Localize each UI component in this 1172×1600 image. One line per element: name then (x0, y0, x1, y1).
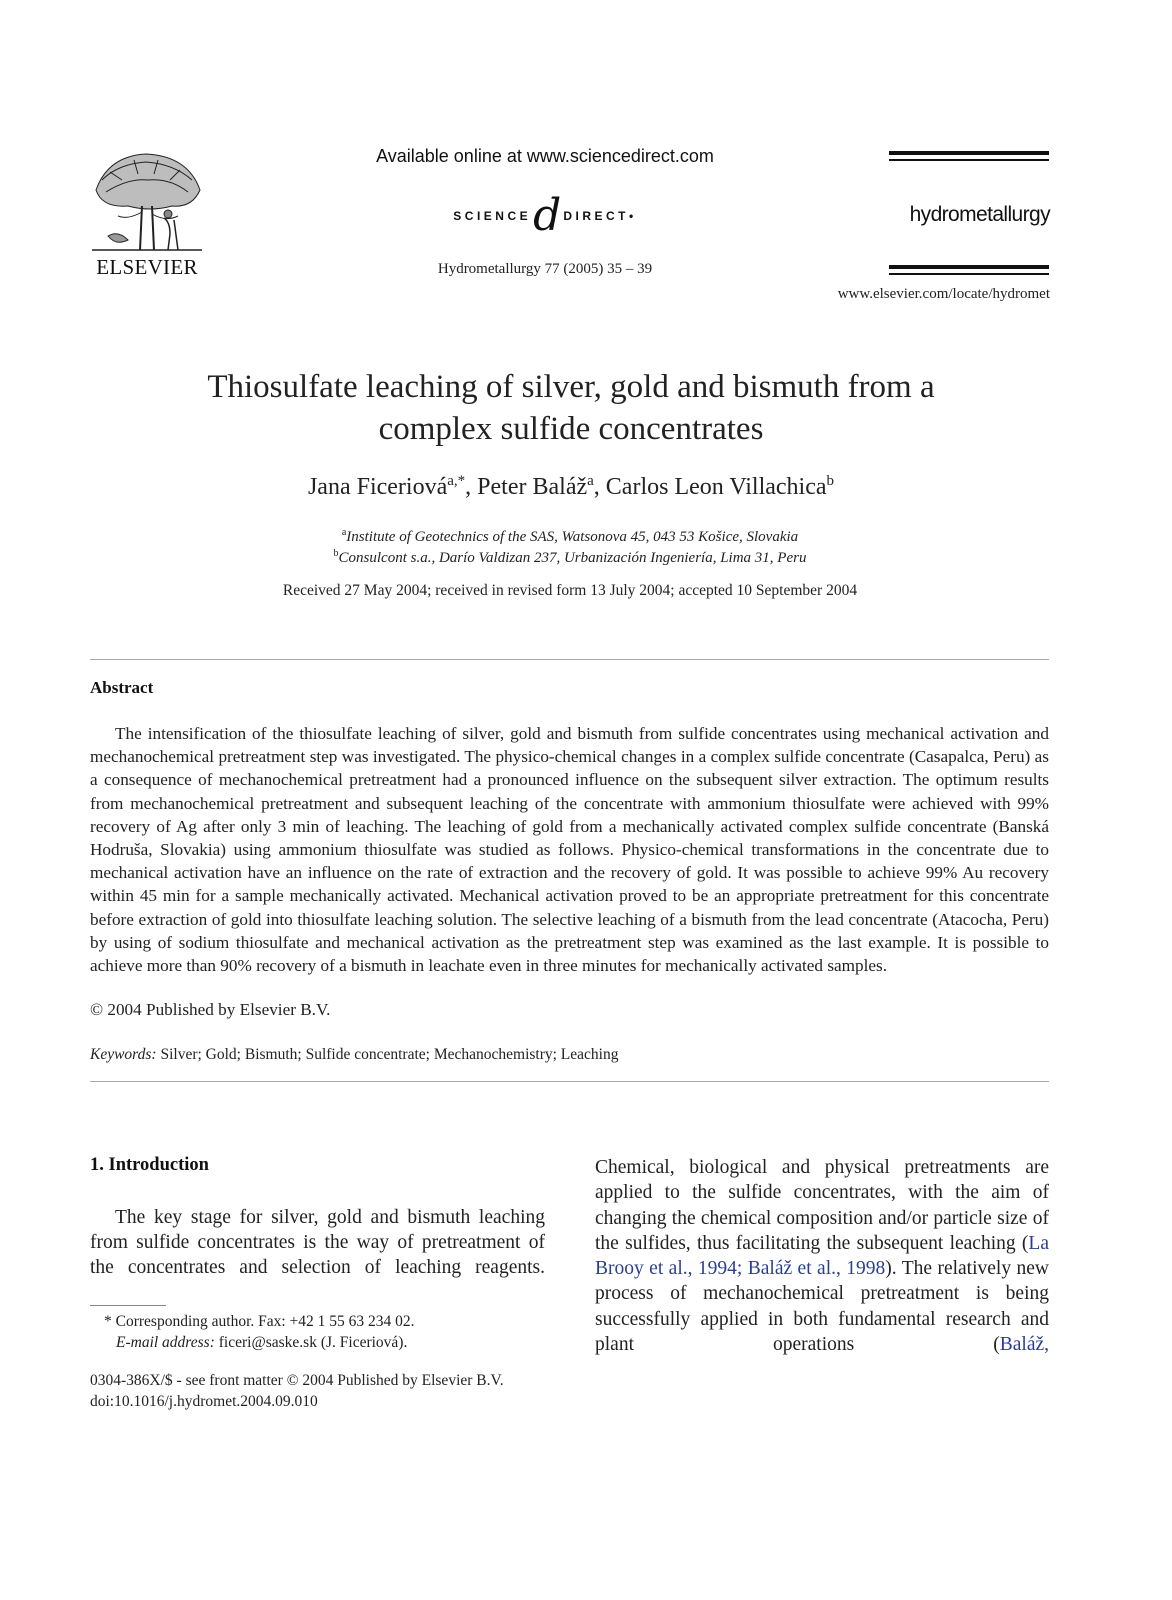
affiliation-b-sup: b (333, 548, 339, 559)
citation-link-2[interactable]: Baláž, (999, 1334, 1049, 1356)
publisher-name: ELSEVIER (96, 255, 198, 279)
journal-rule-top (889, 151, 1049, 163)
keywords-text: Silver; Gold; Bismuth; Sulfide concentrate; Mechanochemistry; Leaching (160, 1046, 619, 1063)
abstract-copyright: © 2004 Published by Elsevier B.V. (90, 1000, 331, 1019)
issn-line: 0304-386X/$ - see front matter © 2004 Published by Elsevier B.V. (90, 1372, 504, 1389)
paper-title (140, 366, 1002, 450)
affiliation-a-text: Institute of Geotechnics of the SAS, Watsonova 45, 043 53 Košice, Slovakia (346, 529, 799, 545)
journal-citation: Hydrometallurgy 77 (2005) 35 – 39 (437, 261, 653, 277)
footnote-email (116, 1334, 407, 1352)
footnote-corresponding (90, 1313, 415, 1331)
author-1-sup: a,* (447, 473, 466, 489)
affiliation-b (120, 548, 1020, 567)
footnote-rule (90, 1305, 166, 1306)
author-2: Peter Baláž (477, 474, 588, 500)
right-text-1: Chemical, biological and physical pretreatments are applied to the sulfide concentrates, with the aim of changing the chemical composition and/or particle size of the sulfides, thus facilitating the subsequent leaching ( (595, 1157, 1049, 1254)
author-3-sup: b (826, 473, 835, 489)
keywords-label: Keywords: (90, 1046, 157, 1063)
available-online-banner: Available online at www.sciencedirect.com (376, 146, 714, 166)
affiliation-a-sup: a (341, 527, 347, 538)
divider-top (90, 659, 1049, 660)
title-line-1: Thiosulfate leaching of silver, gold and bismuth from a (207, 369, 935, 405)
author-3: Carlos Leon Villachica (605, 474, 827, 500)
journal-rule-bottom (889, 265, 1049, 277)
affiliation-a (120, 527, 1020, 546)
right-text-2: ). The relatively new process of mechanochemical pretreatment is being successfully applied in both fundamental research and plant operations ( (595, 1258, 1049, 1356)
divider-bottom (90, 1081, 1049, 1082)
email-address[interactable]: ficeri@saske.sk (J. Ficeriová). (218, 1334, 408, 1351)
abstract-paragraph (90, 722, 1049, 977)
sciencedirect-logo (420, 190, 670, 242)
email-label: E-mail address: (116, 1334, 215, 1351)
doi-line[interactable]: doi:10.1016/j.hydromet.2004.09.010 (90, 1393, 318, 1410)
author-1: Jana Ficeriová (307, 474, 448, 500)
intro-text: The key stage for silver, gold and bismuth leaching from sulfide concentrates is the way of pretreatment of the concentrates and selection of leaching reagents. (90, 1207, 545, 1278)
keywords (90, 1046, 618, 1064)
abstract-heading: Abstract (90, 678, 154, 697)
title-line-2: complex sulfide concentrates (378, 411, 764, 447)
sd-direct-text: DIRECT• (563, 209, 637, 223)
section-heading-introduction: 1. Introduction (90, 1155, 209, 1175)
received-dates: Received 27 May 2004; received in revised form 13 July 2004; accepted 10 September 2004 (282, 582, 858, 599)
journal-name: hydrometallurgy (909, 203, 1050, 226)
sd-science-text: SCIENCE (453, 209, 532, 223)
footnote-corresponding-text: * Corresponding author. Fax: +42 1 55 63 234 02. (104, 1313, 415, 1330)
intro-paragraph (90, 1205, 545, 1280)
abstract-text: The intensification of the thiosulfate leaching of silver, gold and bismuth from sulfide concentrates using mechanical activation and mechanochemical pretreatment step was investigated. The physico-chemical changes in a complex sulfide concentrate (Casapalca, Peru) as a consequence of mechanochemical pretreatment had a pronounced influence on the subsequent silver extraction. The optimum results from mechanochemical pretreatment and subsequent leaching of the concentrate with ammonium thiosulfate were achieved with 99% recovery of Ag after only 3 min of leaching. The leaching of gold from a mechanically activated complex sulfide concentrate (Banská Hodruša, Slovakia) using ammonium thiosulfate was studied as follows. Physico-chemical transformations in the concentrate due to mechanical activation have an influence on the rate of extraction and the recovery of gold. It was possible to achieve 99% Au recovery within 45 min for a sample mechanically activated. Mechanical activation proved to be an appropriate pretreatment for this concentrate before extraction of gold into thiosulfate leaching solution. The selective leaching of a bismuth from the lead concentrate (Atacocha, Peru) by using of sodium thiosulfate and mechanical activation as the pretreatment step was examined as the last example. It is possible to achieve more than 90% recovery of a bismuth in leachate even in three minutes for mechanically activated samples. (90, 724, 1049, 976)
right-column-paragraph (595, 1155, 1049, 1357)
author-2-sup: a (587, 473, 594, 489)
citation-link-1[interactable]: La Brooy et al., 1994; Baláž et al., 1998 (595, 1232, 1049, 1280)
author-list: Jana Ficeriová$^{a,*}$, Peter Baláž$^a$, Carlos Leon Villachica$^b$ (307, 473, 835, 500)
affiliation-b-text: Consulcont s.a., Darío Valdizan 237, Urbanización Ingeniería, Lima 31, Peru (338, 550, 807, 566)
journal-url[interactable]: www.elsevier.com/locate/hydromet (837, 286, 1050, 302)
sd-at-symbol: d (533, 190, 562, 241)
